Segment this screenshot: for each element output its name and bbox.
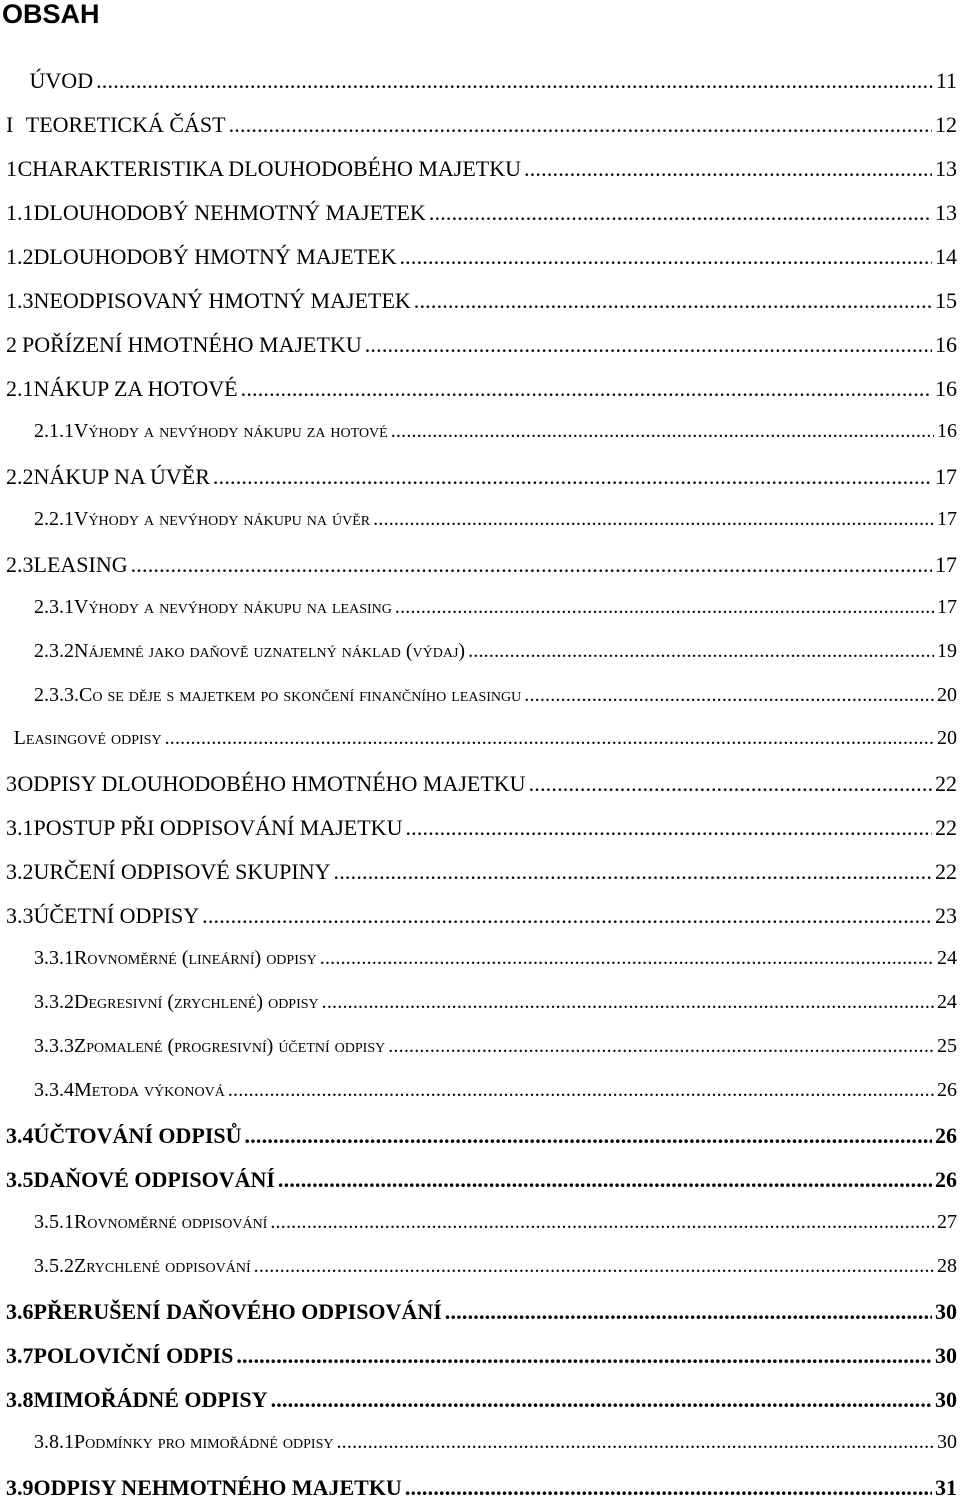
toc-entry-number: 2.2 (6, 464, 34, 489)
toc-entry[interactable] (0, 1079, 957, 1109)
toc-entry-number: 2.1 (6, 376, 34, 401)
toc-entry-number: 3.3.3 (34, 1035, 74, 1057)
toc-entry-page-number: 17 (937, 508, 957, 530)
dot-leader (468, 640, 934, 663)
toc-entry-number: 3.5.1 (34, 1211, 74, 1233)
toc-entry-title: ÚČETNÍ ODPISY (33, 903, 200, 928)
toc-entry-number: 3.3 (6, 903, 34, 928)
dot-leader (165, 727, 934, 750)
toc-entry-number: 3.5 (6, 1167, 34, 1192)
toc-entry-title: POŘÍZENÍ HMOTNÉHO MAJETKU (21, 332, 362, 357)
toc-entry-title: DLOUHODOBÝ HMOTNÝ MAJETEK (33, 244, 397, 269)
toc-entry-title: NÁKUP ZA HOTOVÉ (33, 376, 238, 401)
dot-leader (399, 244, 932, 270)
toc-entry-title: DLOUHODOBÝ NEHMOTNÝ MAJETEK (33, 200, 426, 225)
toc-entry[interactable] (0, 68, 957, 98)
dot-leader (395, 596, 934, 619)
toc-entry-title: ÚČTOVÁNÍ ODPISŮ (33, 1123, 242, 1148)
toc-entry-title: POSTUP PŘI ODPISOVÁNÍ MAJETKU (33, 815, 403, 840)
toc-entry-page-number: 23 (935, 903, 957, 928)
toc-entry-number: 3.2 (6, 859, 34, 884)
toc-entry-page-number: 16 (937, 420, 957, 442)
toc-entry-page-number: 27 (937, 1211, 957, 1233)
toc-entry-page-number: 24 (937, 947, 957, 969)
page-title: OBSAH (2, 0, 100, 29)
toc-entry[interactable] (0, 552, 957, 582)
toc-entry-title: Zrychlené odpisování (74, 1255, 251, 1277)
toc-entry-page-number: 26 (935, 1123, 957, 1148)
dot-leader (391, 420, 934, 443)
toc-entry-title: Leasingové odpisy (13, 727, 162, 749)
toc-entry-page-number: 22 (935, 859, 957, 884)
dot-leader (405, 1475, 932, 1501)
toc-entry-page-number: 25 (937, 1035, 957, 1057)
toc-entry[interactable] (0, 508, 957, 538)
toc-entry-number: 2.1.1 (34, 420, 74, 442)
dot-leader (405, 815, 932, 841)
toc-entry-title: Rovnoměrné (lineární) odpisy (74, 947, 317, 969)
toc-entry-number: 2.3.2 (34, 640, 74, 662)
toc-entry-title: NÁKUP NA ÚVĚR (33, 464, 210, 489)
toc-entry[interactable] (0, 771, 957, 801)
toc-entry-title: Výhody a nevýhody nákupu na úvěr (74, 508, 371, 530)
toc-entry-number: 3.3.2 (34, 991, 74, 1013)
toc-entry-page-number: 16 (935, 376, 957, 401)
toc-entry[interactable] (0, 1255, 957, 1285)
dot-leader (320, 947, 934, 970)
toc-entry-page-number: 22 (935, 771, 957, 796)
toc-entry[interactable] (0, 1387, 957, 1417)
toc-entry[interactable] (0, 1299, 957, 1329)
dot-leader (388, 1035, 934, 1058)
toc-entry[interactable] (0, 859, 957, 889)
toc-entry-page-number: 26 (937, 1079, 957, 1101)
toc-entry-title: Degresivní (zrychlené) odpisy (74, 991, 319, 1013)
toc-entry-title: ÚVOD (29, 68, 94, 93)
dot-leader (524, 684, 934, 707)
toc-entry[interactable] (0, 815, 957, 845)
toc-entry[interactable] (0, 376, 957, 406)
toc-entry-page-number: 13 (935, 156, 957, 181)
toc-entry[interactable] (0, 200, 957, 230)
toc-entry-number: 3.3.1 (34, 947, 74, 969)
toc-entry[interactable] (0, 1211, 957, 1241)
toc-entry-title: CHARAKTERISTIKA DLOUHODOBÉHO MAJETKU (17, 156, 522, 181)
toc-entry-number: 1.2 (6, 244, 34, 269)
dot-leader (236, 1343, 932, 1369)
toc-entry-number: 3.3.4 (34, 1079, 74, 1101)
toc-entry-page-number: 26 (935, 1167, 957, 1192)
toc-entry-number: 3 (6, 771, 17, 796)
dot-leader (429, 200, 932, 226)
toc-entry-number: 3.9 (6, 1475, 34, 1500)
toc-entry-title: NEODPISOVANÝ HMOTNÝ MAJETEK (33, 288, 411, 313)
dot-leader (445, 1299, 932, 1325)
toc-entry[interactable] (0, 903, 957, 933)
toc-entry[interactable] (0, 684, 957, 714)
toc-entry-title: LEASING (33, 552, 128, 577)
toc-entry-title: ODPISY NEHMOTNÉHO MAJETKU (33, 1475, 402, 1500)
toc-entry-title: ODPISY DLOUHODOBÉHO HMOTNÉHO MAJETKU (17, 771, 526, 796)
toc-entry-page-number: 17 (935, 464, 957, 489)
toc-entry-number: 3.7 (6, 1343, 34, 1368)
toc-entry[interactable] (0, 991, 957, 1021)
toc-entry[interactable] (0, 420, 957, 450)
dot-leader (131, 552, 932, 578)
toc-entry-number: 3.4 (6, 1123, 34, 1148)
toc-entry-number: 3.1 (6, 815, 34, 840)
dot-leader (278, 1167, 932, 1193)
toc-entry[interactable] (0, 947, 957, 977)
dot-leader (96, 68, 933, 94)
toc-entry[interactable] (0, 1035, 957, 1065)
toc-entry-title: Zpomalené (progresivní) účetní odpisy (74, 1035, 386, 1057)
toc-entry-page-number: 17 (937, 596, 957, 618)
toc-entry[interactable] (0, 1123, 957, 1153)
toc-entry-page-number: 17 (935, 552, 957, 577)
toc-entry-page-number: 30 (935, 1343, 957, 1368)
toc-entry[interactable] (0, 727, 957, 757)
toc-entry-title: Nájemné jako daňově uznatelný náklad (výdaj) (74, 640, 466, 662)
toc-entry-number: 1.3 (6, 288, 34, 313)
toc-entry-title: URČENÍ ODPISOVÉ SKUPINY (33, 859, 331, 884)
dot-leader (334, 859, 932, 885)
dot-leader (254, 1255, 934, 1278)
dot-leader (213, 464, 932, 490)
toc-entry-number: 2.3.1 (34, 596, 74, 618)
toc-entry-page-number: 19 (937, 640, 957, 662)
toc-entry-title: Podmínky pro mimořádné odpisy (74, 1431, 334, 1453)
toc-entry-title: TEORETICKÁ ČÁST (25, 112, 226, 137)
toc-entry-number: 3.8.1 (34, 1431, 74, 1453)
toc-entry-page-number: 24 (937, 991, 957, 1013)
toc-entry[interactable] (0, 464, 957, 494)
toc-entry[interactable] (0, 1475, 957, 1505)
toc-entry-title: Rovnoměrné odpisování (74, 1211, 268, 1233)
toc-entry-number: I (6, 112, 14, 137)
toc-entry-title: Co se děje s majetkem po skončení finančního leasingu (79, 684, 522, 706)
dot-leader (270, 1211, 934, 1234)
toc-entry[interactable] (0, 1343, 957, 1373)
toc-entry-page-number: 20 (937, 727, 957, 749)
toc-entry[interactable] (0, 1167, 957, 1197)
dot-leader (336, 1431, 934, 1454)
toc-entry[interactable] (0, 596, 957, 626)
toc-entry-title: Výhody a nevýhody nákupu na leasing (74, 596, 392, 618)
toc-entry-page-number: 20 (937, 684, 957, 706)
dot-leader (202, 903, 932, 929)
toc-entry-number: 2.3.3. (34, 684, 79, 706)
toc-entry-page-number: 30 (935, 1387, 957, 1412)
toc-entry-number: 3.5.2 (34, 1255, 74, 1277)
dot-leader (245, 1123, 932, 1149)
toc-entry-title: Metoda výkonová (74, 1079, 225, 1101)
toc-entry-number: 1 (6, 156, 17, 181)
toc-entry-title: POLOVIČNÍ ODPIS (33, 1343, 234, 1368)
toc-entry[interactable] (0, 244, 957, 274)
dot-leader (271, 1387, 932, 1413)
toc-entry-number: 2.2.1 (34, 508, 74, 530)
dot-leader (414, 288, 932, 314)
toc-entry-page-number: 11 (935, 68, 957, 93)
toc-entry-page-number: 12 (935, 112, 957, 137)
toc-entry[interactable] (0, 112, 957, 142)
dot-leader (365, 332, 932, 358)
toc-entry[interactable] (0, 1431, 957, 1461)
dot-leader (524, 156, 932, 182)
toc-entry-page-number: 16 (935, 332, 957, 357)
dot-leader (241, 376, 932, 402)
toc-entry-title: PŘERUŠENÍ DAŇOVÉHO ODPISOVÁNÍ (33, 1299, 442, 1324)
toc-entry-page-number: 14 (935, 244, 957, 269)
toc-entry-number: 2.3 (6, 552, 34, 577)
toc-entry[interactable] (0, 288, 957, 318)
toc-entry-page-number: 13 (935, 200, 957, 225)
toc-entry-page-number: 30 (935, 1299, 957, 1324)
toc-entry-number: 3.6 (6, 1299, 34, 1324)
toc-entry-title: DAŇOVÉ ODPISOVÁNÍ (33, 1167, 275, 1192)
toc-entry[interactable] (0, 640, 957, 670)
toc-entry[interactable] (0, 156, 957, 186)
toc-entry-page-number: 28 (937, 1255, 957, 1277)
toc-entry-page-number: 30 (937, 1431, 957, 1453)
toc-entry-number: 2 (6, 332, 17, 357)
dot-leader (229, 112, 932, 138)
toc-entry[interactable] (0, 332, 957, 362)
toc-entry-number: 3.8 (6, 1387, 34, 1412)
dot-leader (322, 991, 934, 1014)
dot-leader (373, 508, 934, 531)
toc-entry-title: Výhody a nevýhody nákupu za hotové (74, 420, 388, 442)
toc-entry-number: 1.1 (6, 200, 34, 225)
dot-leader (228, 1079, 934, 1102)
toc-entry-page-number: 31 (935, 1475, 957, 1500)
toc-entry-page-number: 22 (935, 815, 957, 840)
toc-entry-title: MIMOŘÁDNÉ ODPISY (33, 1387, 268, 1412)
dot-leader (529, 771, 932, 797)
toc-entry-page-number: 15 (935, 288, 957, 313)
